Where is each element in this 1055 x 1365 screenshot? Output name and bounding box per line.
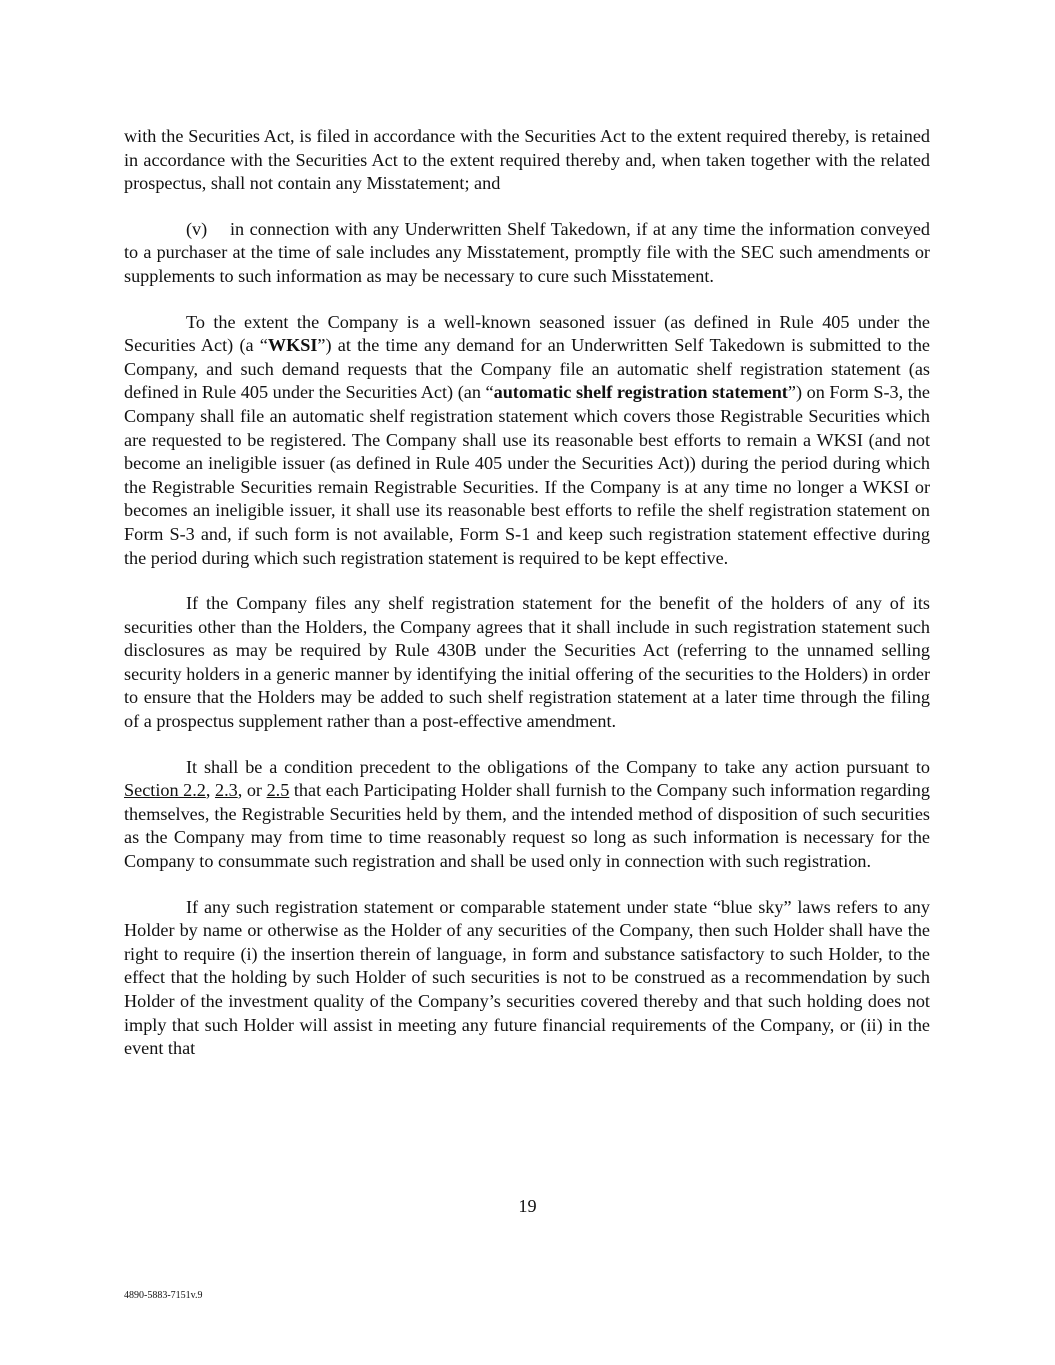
defined-term-wksi: WKSI	[267, 335, 318, 356]
document-id: 4890-5883-7151v.9	[124, 1290, 203, 1301]
section-reference-2-2: Section 2.2	[124, 780, 206, 801]
list-item-label: (v)	[186, 218, 208, 239]
paragraph-text: with the Securities Act, is filed in accordance with the Securities Act to the extent required thereby, is retained in accordance with the Securities Act to the extent required thereby and, when taken together with the related prospectus, shall not contain any Misstatement; and	[124, 126, 930, 194]
paragraph-blue-sky	[124, 896, 930, 1061]
document-body	[124, 125, 930, 1083]
paragraph-text: , or	[237, 780, 267, 801]
paragraph-text: that each Participating Holder shall furnish to the Company such information regarding themselves, the Registrable Securities held by them, and the intended method of disposition of such securities as the Company may from time to time reasonably request so long as such information is necessary for the Company to consummate such registration and shall be used only in connection with such registration.	[124, 780, 930, 872]
paragraph-wksi	[124, 311, 930, 571]
list-item-text: in connection with any Underwritten Shelf Takedown, if at any time the information conveyed to a purchaser at the time of sale includes any Misstatement, promptly file with the SEC such amendments or supplements to such information as may be necessary to cure such Misstatement.	[124, 218, 930, 286]
defined-term-automatic-shelf: automatic shelf registration statement	[493, 382, 788, 403]
paragraph-text: ”) on Form S-3, the Company shall file an automatic shelf registration statement which covers those Registrable Securities which are requested to be registered. The Company shall use its reasonable best efforts to remain a WKSI (and not become an ineligible issuer (as defined in Rule 405 under the Securities Act)) during the period during which the Registrable Securities remain Registrable Securities. If the Company is at any time no longer a WKSI or becomes an ineligible issuer, it shall use its reasonable best efforts to refile the shelf registration statement on Form S-3 and, if such form is not available, Form S-1 and keep such registration statement effective during the period during which such registration statement is required to be kept effective.	[124, 382, 930, 568]
paragraph-text: ,	[205, 780, 215, 801]
list-item-v	[124, 218, 930, 289]
paragraph-text: If any such registration statement or comparable statement under state “blue sky” laws refers to any Holder by name or otherwise as the Holder of any securities of the Company, then such Holder shall have the right to require (i) the insertion therein of language, in form and substance satisfactory to such Holder, to the effect that the holding by such Holder of such securities is not to be construed as a recommendation by such Holder of the investment quality of the Company’s securities covered thereby and that such holding does not imply that such Holder will assist in meeting any future financial requirements of the Company, or (ii) in the event that	[124, 896, 930, 1059]
paragraph-continuation	[124, 125, 930, 196]
paragraph-text: To the extent the Company is a well-known seasoned issuer (as defined in Rule 405 under the Securities Act) (a “	[124, 311, 930, 356]
paragraph-text: It shall be a condition precedent to the obligations of the Company to take any action pursuant to	[186, 756, 930, 777]
page-number: 19	[518, 1196, 537, 1216]
paragraph-rule-430b	[124, 592, 930, 734]
section-reference-2-5: 2.5	[266, 780, 290, 801]
section-reference-2-3: 2.3	[214, 780, 238, 801]
paragraph-condition-precedent	[124, 756, 930, 874]
paragraph-text: ”) at the time any demand for an Underwritten Self Takedown is submitted to the Company, and such demand requests that the Company file an automatic shelf registration statement (as defined in Rule 405 under the Securities Act) (an “	[124, 335, 931, 403]
paragraph-text: If the Company files any shelf registration statement for the benefit of the holders of any of its securities other than the Holders, the Company agrees that it shall include in such registration statement such disclosures as may be required by Rule 430B under the Securities Act (referring to the unnamed selling security holders in a generic manner by identifying the initial offering of the securities to the Holders) in order to ensure that the Holders may be added to such shelf registration statement at a later time through the filing of a prospectus supplement rather than a post-effective amendment.	[124, 593, 930, 732]
